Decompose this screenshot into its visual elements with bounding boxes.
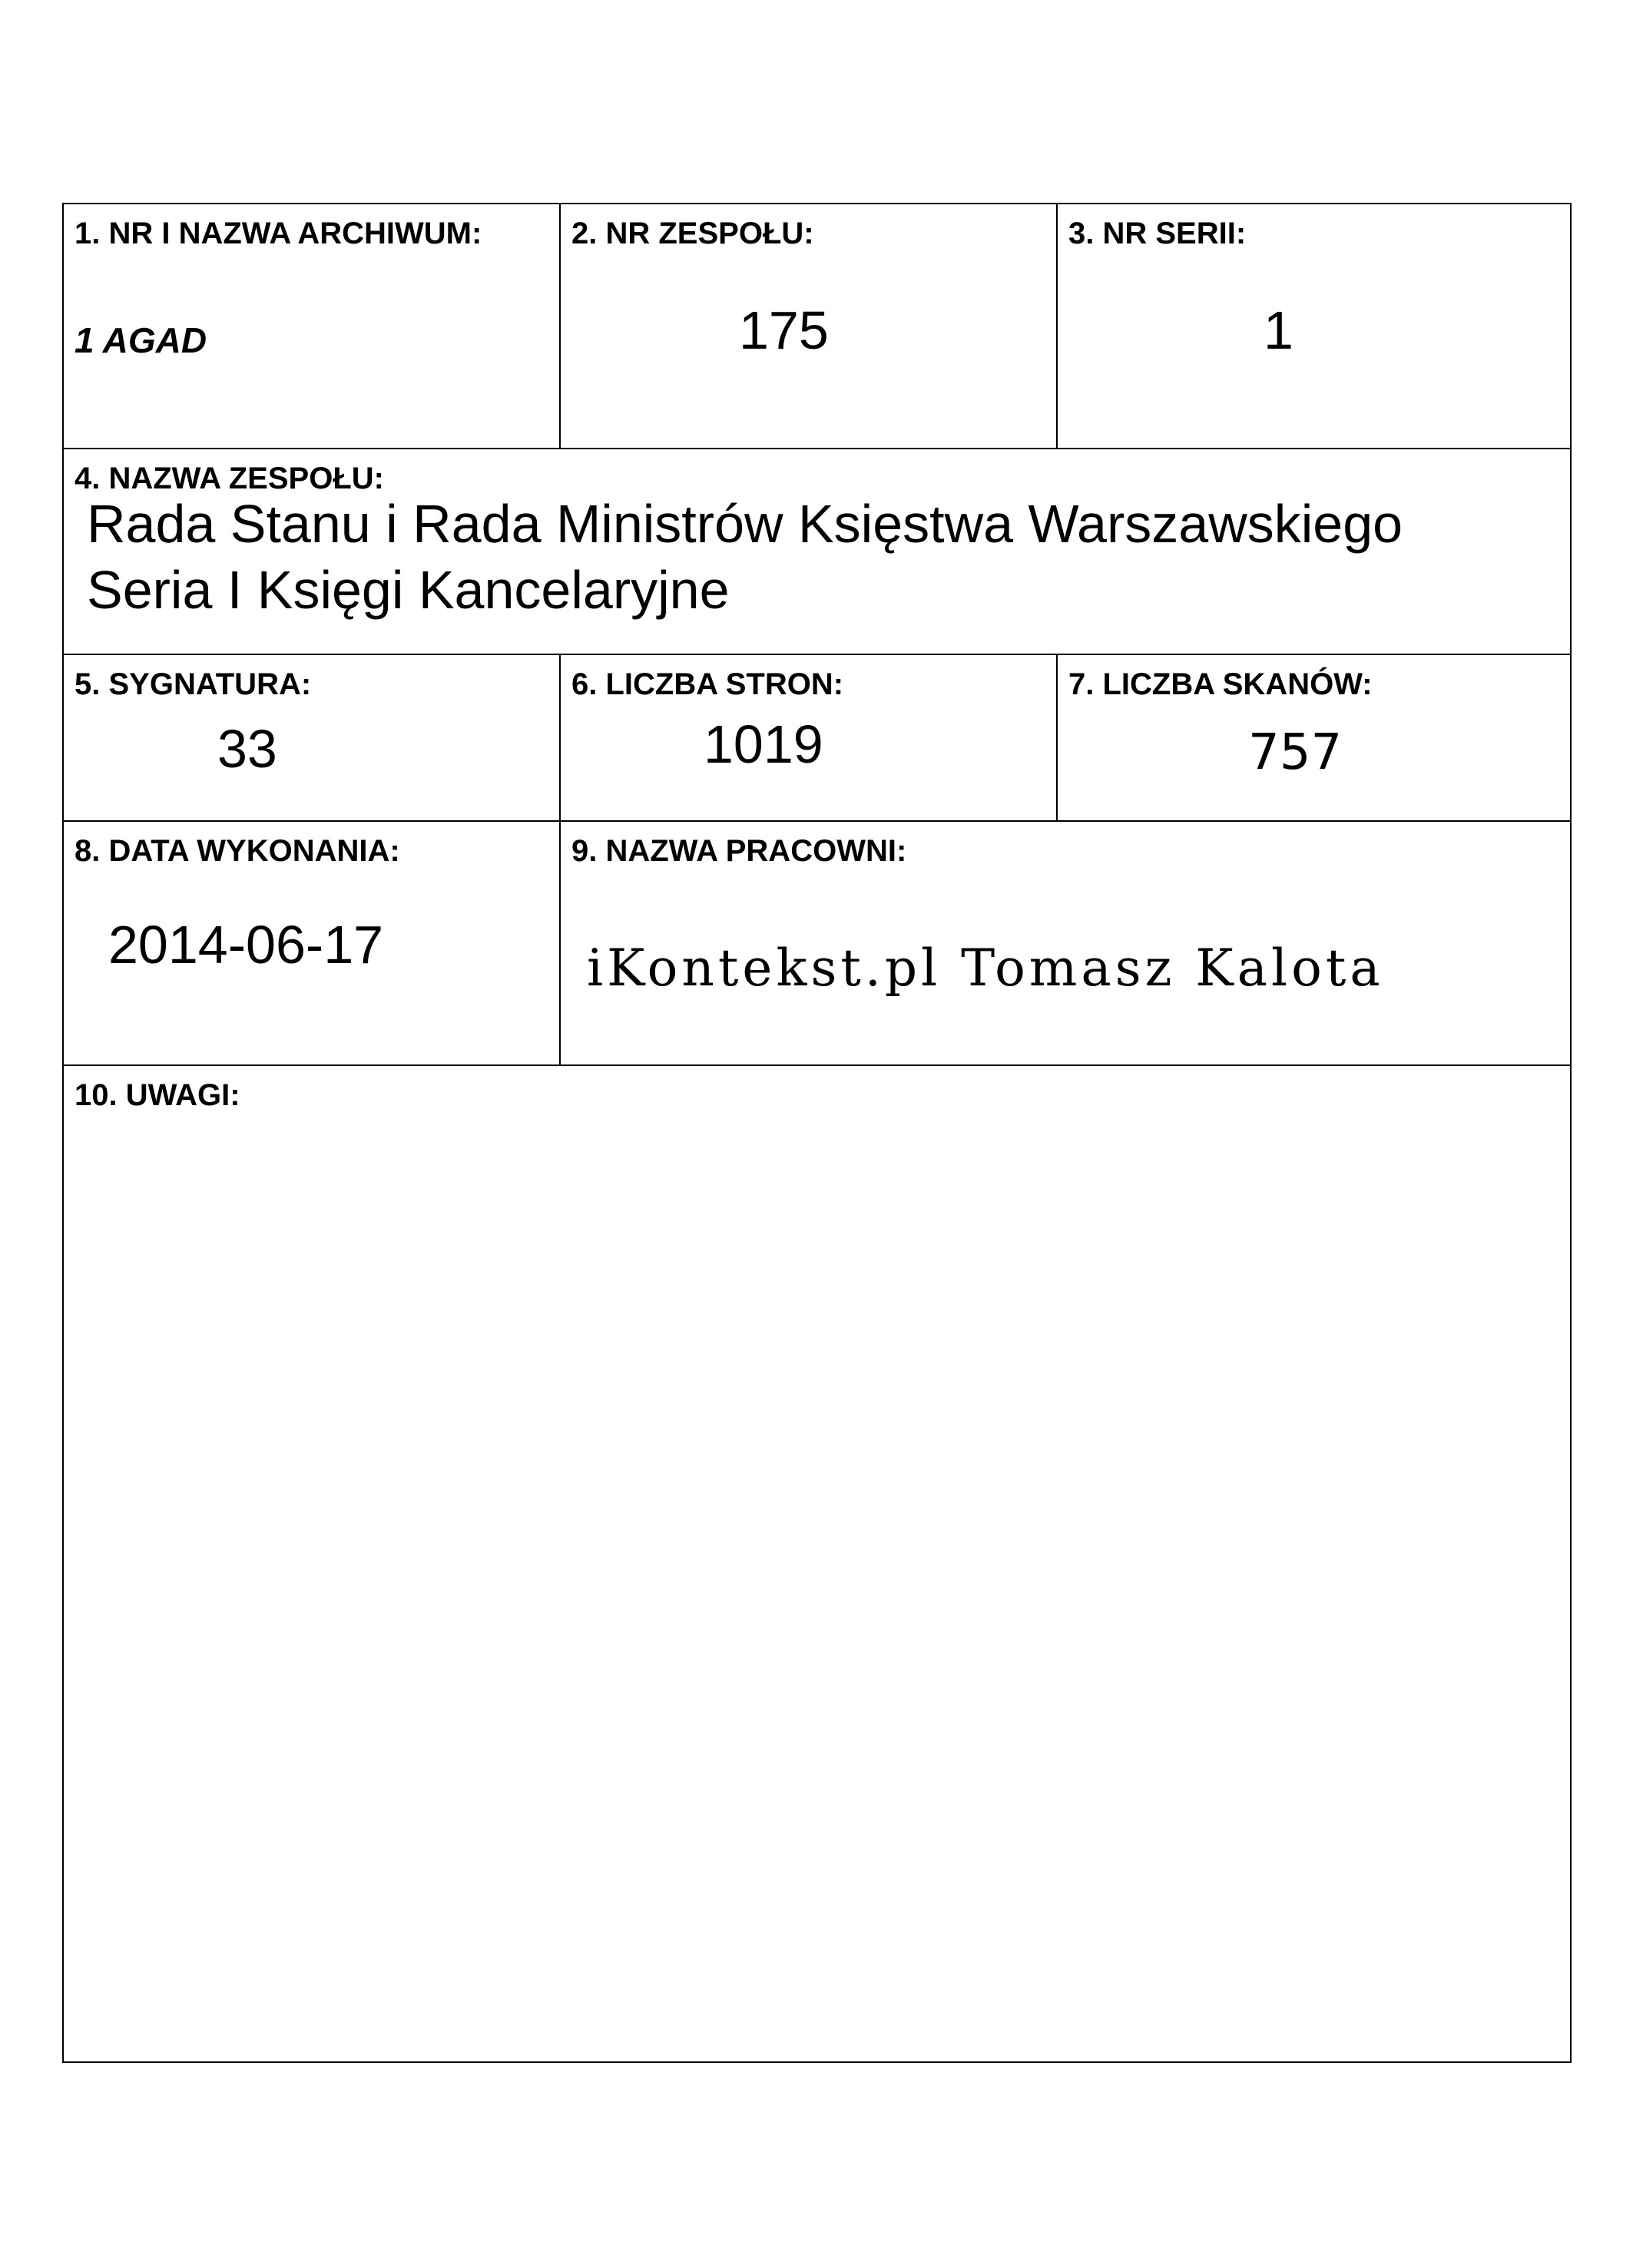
archive-cell	[64, 204, 559, 448]
page-count-value: 1019	[704, 714, 823, 774]
signature-value: 33	[217, 719, 277, 779]
scan-count-label: 7. LICZBA SKANÓW:	[1068, 667, 1373, 701]
scan-count-cell	[1056, 655, 1572, 820]
archive-label: 1. NR I NAZWA ARCHIWUM:	[75, 217, 482, 250]
scan-count-value: 757	[1248, 724, 1343, 781]
form-row-3	[64, 655, 1570, 822]
series-number-cell	[1056, 204, 1572, 448]
fonds-name-line-1: Rada Stanu i Rada Ministrów Księstwa Warszawskiego	[87, 494, 1403, 554]
fonds-number-cell	[559, 204, 1056, 448]
fonds-name-label: 4. NAZWA ZESPOŁU:	[75, 462, 384, 495]
form-row-5	[64, 1066, 1570, 2061]
workshop-label: 9. NAZWA PRACOWNI:	[571, 834, 907, 868]
fonds-number-value: 175	[739, 300, 829, 360]
fonds-name-cell	[64, 449, 1570, 654]
archive-metadata-form	[62, 203, 1572, 2063]
date-value: 2014-06-17	[108, 915, 384, 975]
fonds-number-label: 2. NR ZESPOŁU:	[571, 217, 814, 250]
fonds-name-line-2: Seria I Księgi Kancelaryjne	[87, 560, 730, 620]
date-label: 8. DATA WYKONANIA:	[75, 834, 400, 868]
form-row-1	[64, 204, 1570, 449]
series-number-value: 1	[1264, 300, 1293, 360]
notes-label: 10. UWAGI:	[75, 1078, 240, 1112]
date-cell	[64, 822, 559, 1064]
signature-label: 5. SYGNATURA:	[75, 667, 312, 701]
signature-cell	[64, 655, 559, 820]
series-number-label: 3. NR SERII:	[1068, 217, 1247, 250]
archive-value: 1 AGAD	[75, 320, 207, 360]
page-count-label: 6. LICZBA STRON:	[571, 667, 844, 701]
workshop-cell	[559, 822, 1572, 1064]
form-row-4	[64, 822, 1570, 1066]
notes-cell	[64, 1066, 1570, 2061]
workshop-value: iKontekst.pl Tomasz Kalota	[587, 939, 1384, 998]
form-row-2	[64, 449, 1570, 655]
page-count-cell	[559, 655, 1056, 820]
